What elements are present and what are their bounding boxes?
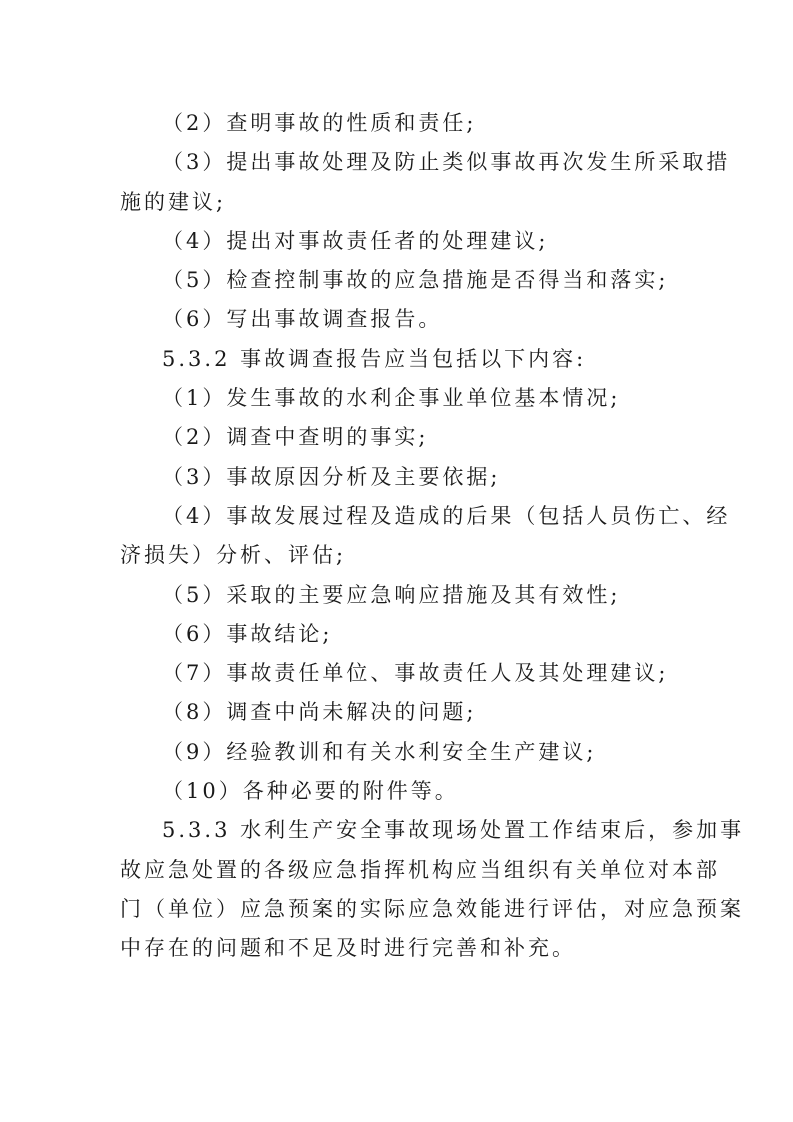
text-line: （6）写出事故调查报告。	[162, 307, 443, 332]
text-line: （9）经验教训和有关水利安全生产建议;	[162, 739, 597, 764]
text-line: （4）提出对事故责任者的处理建议;	[162, 228, 549, 253]
text-line: （4）事故发展过程及造成的后果（包括人员伤亡、经	[162, 503, 731, 528]
text-line: （2）调查中查明的事实;	[162, 425, 429, 450]
text-line: （5）采取的主要应急响应措施及其有效性;	[162, 582, 621, 607]
text-line: （5）检查控制事故的应急措施是否得当和落实;	[162, 268, 669, 293]
text-line: 5.3.3 水利生产安全事故现场处置工作结束后，参加事	[162, 818, 745, 843]
text-line: 故应急处置的各级应急指挥机构应当组织有关单位对本部	[120, 857, 720, 882]
text-line: （8）调查中尚未解决的问题;	[162, 700, 477, 725]
text-line: （3）事故原因分析及主要依据;	[162, 464, 501, 489]
text-line: （2）查明事故的性质和责任;	[162, 111, 477, 135]
text-line: 中存在的问题和不足及时进行完善和补充。	[120, 936, 576, 961]
text-line: （7）事故责任单位、事故责任人及其处理建议;	[162, 661, 669, 686]
text-line: （3）提出事故处理及防止类似事故再次发生所采取措	[162, 150, 731, 175]
text-line: 5.3.2 事故调查报告应当包括以下内容:	[162, 346, 587, 371]
text-line: 施的建议;	[120, 189, 227, 214]
text-line: （6）事故结论;	[162, 621, 333, 646]
document-body	[120, 104, 745, 969]
text-line: 济损失）分析、评估;	[120, 543, 347, 568]
text-line: （1）发生事故的水利企事业单位基本情况;	[162, 386, 621, 411]
text-line: 门（单位）应急预案的实际应急效能进行评估，对应急预案	[120, 896, 744, 921]
text-line: （10）各种必要的附件等。	[162, 779, 459, 804]
